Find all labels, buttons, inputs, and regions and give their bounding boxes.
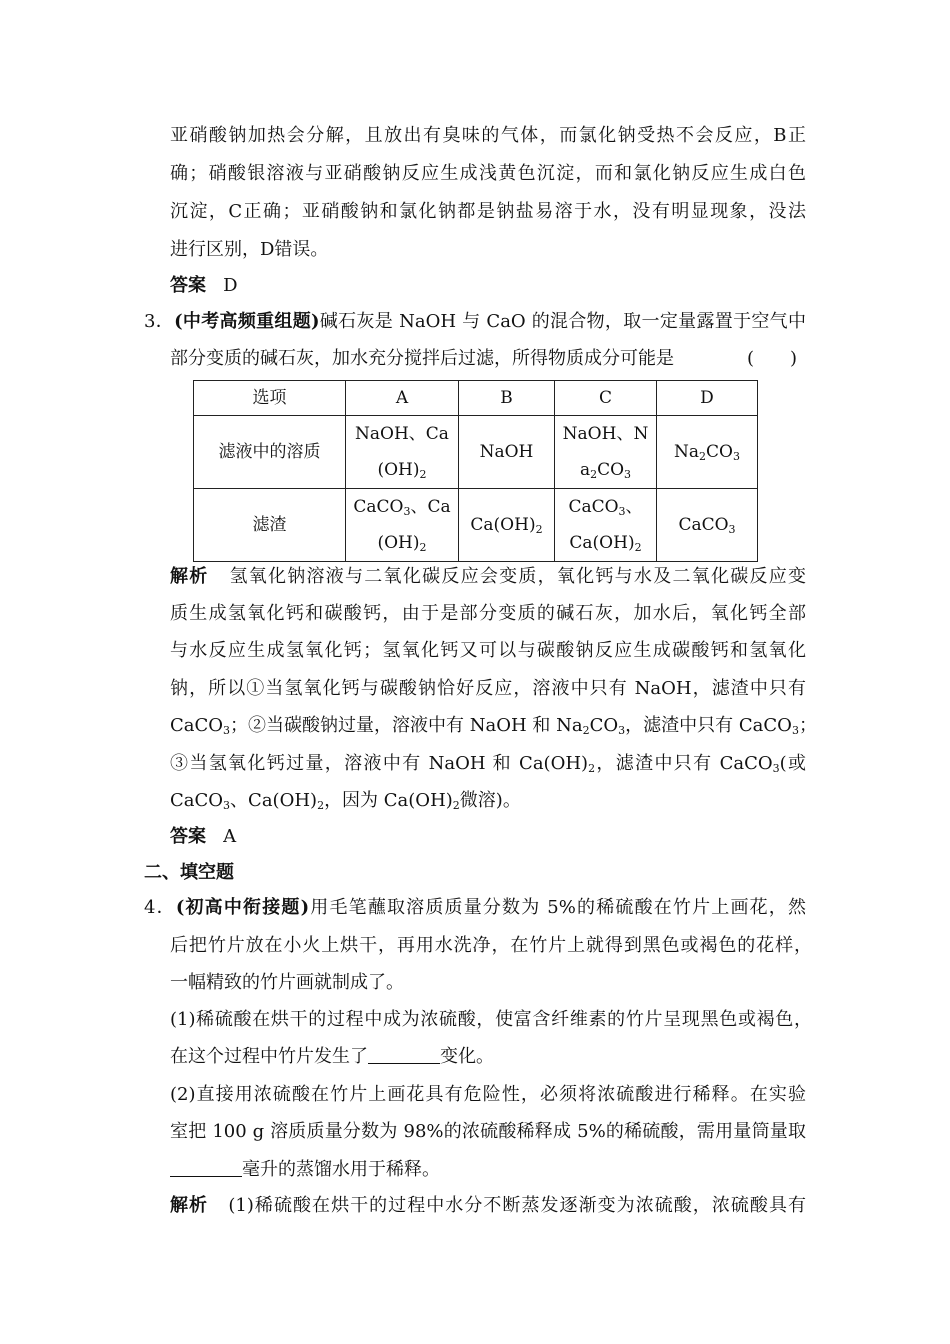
explanation-line: 亚硝酸钠加热会分解，且放出有臭味的气体，而氯化钠受热不会反应，B正 [170, 125, 806, 146]
explanation-line: 进行区别，D错误。 [170, 239, 329, 260]
analysis-line: 质生成氢氧化钙和碳酸钙，由于是部分变质的碱石灰，加水后，氧化钙全部 [170, 603, 806, 624]
table-cell: NaOH、N $a_2CO_3$ [555, 416, 657, 489]
answer-blank[interactable] [368, 1045, 440, 1064]
analysis-line: ③当氢氧化钙过量，溶液中有 NaOH 和 $Ca(OH)_2$，滤渣中只有 CaCO$_3$(或 [170, 753, 806, 775]
table-row [194, 416, 758, 489]
question-number: 3． [144, 311, 175, 332]
question-4-line-3: 一幅精致的竹片画就制成了。 [170, 972, 404, 993]
analysis-line: 解析 氢氧化钠溶液与二氧化碳反应会变质，氧化钙与水及二氧化碳反应变 [170, 566, 807, 587]
answer-label: 答案 [170, 826, 206, 847]
answer-value: D [223, 275, 238, 296]
analysis-line: CaCO$_3$；②当碳酸钠过量，溶液中有 NaOH 和 $Na_2CO_3$，滤渣中只有 CaCO$_3$； [170, 715, 817, 737]
table-header-cell: D [657, 381, 758, 416]
subquestion-2-line-1: (2)直接用浓硫酸在竹片上画花具有危险性，必须将浓硫酸进行稀释。在实验 [170, 1084, 806, 1105]
answer-line [170, 274, 238, 298]
analysis-label: 解析 [170, 566, 209, 587]
answer-value: A [223, 826, 237, 847]
subquestion-1-line-1: (1)稀硫酸在烘干的过程中成为浓硫酸，使富含纤维素的竹片呈现黑色或褐色， [170, 1009, 812, 1030]
question-4-line-2: 后把竹片放在小火上烘干，再用水洗净，在竹片上就得到黑色或褐色的花样， [170, 935, 812, 956]
table-cell: $Ca(OH)_2$ [459, 489, 555, 562]
table-header-cell: 选项 [194, 381, 346, 416]
table-cell: CaCO$_3$、Ca $(OH)_2$ [346, 489, 459, 562]
question-tag: (中考高频重组题) [174, 311, 320, 332]
analysis-line: 与水反应生成氢氧化钙；氢氧化钙又可以与碳酸钠反应生成碳酸钙和氢氧化 [170, 640, 806, 661]
table-cell: NaOH、Ca $(OH)_2$ [346, 416, 459, 489]
question-4-line-1 [144, 896, 806, 920]
table-cell: NaOH [459, 416, 555, 489]
answer-blank[interactable] [170, 1158, 242, 1177]
options-table [193, 380, 758, 562]
question-text: 碱石灰是 NaOH 与 CaO 的混合物，取一定量露置于空气中 [319, 311, 806, 332]
row-label: 滤液中的溶质 [194, 416, 346, 489]
explanation-line: 沉淀，C正确；亚硝酸钠和氯化钠都是钠盐易溶于水，没有明显现象，没法 [170, 201, 806, 222]
subquestion-1-line-2: 在这个过程中竹片发生了 变化。 [170, 1046, 494, 1067]
analysis-line: CaCO$_3$、$Ca(OH)_2$，因为 $Ca(OH)_2$微溶)。 [170, 790, 521, 812]
answer-label: 答案 [170, 275, 206, 296]
section-heading: 二、填空题 [144, 862, 234, 883]
table-cell: CaCO$_3$、 $Ca(OH)_2$ [555, 489, 657, 562]
analysis-label: 解析 [170, 1195, 209, 1216]
answer-line [170, 825, 236, 849]
analysis-line: 解析 (1)稀硫酸在烘干的过程中水分不断蒸发逐渐变为浓硫酸，浓硫酸具有 [170, 1195, 807, 1216]
table-header-cell: B [459, 381, 555, 416]
question-tag: (初高中衔接题) [175, 897, 310, 918]
question-3-line-1 [144, 310, 806, 334]
row-label: 滤渣 [194, 489, 346, 562]
subquestion-2-line-2: 室把 100 g 溶质质量分数为 98%的浓硫酸稀释成 5%的稀硫酸，需用量筒量取 [170, 1121, 806, 1142]
question-3-line-2: 部分变质的碱石灰，加水充分搅拌后过滤，所得物质成分可能是 [170, 348, 674, 369]
table-header-cell: C [555, 381, 657, 416]
subquestion-2-line-3: 毫升的蒸馏水用于稀释。 [170, 1158, 440, 1182]
table-header-row [194, 381, 758, 416]
table-cell: CaCO$_3$ [657, 489, 758, 562]
table-cell: $Na_2CO_3$ [657, 416, 758, 489]
table-row [194, 489, 758, 562]
answer-parenthesis: ( ) [747, 348, 798, 369]
table-header-cell: A [346, 381, 459, 416]
analysis-line: 钠，所以①当氢氧化钙与碳酸钠恰好反应，溶液中只有 NaOH，滤渣中只有 [170, 678, 806, 699]
explanation-line: 确；硝酸银溶液与亚硝酸钠反应生成浅黄色沉淀，而和氯化钠反应生成白色 [170, 163, 806, 184]
question-text: 用毛笔蘸取溶质质量分数为 5%的稀硫酸在竹片上画花，然 [309, 897, 806, 918]
question-number: 4． [144, 897, 176, 918]
